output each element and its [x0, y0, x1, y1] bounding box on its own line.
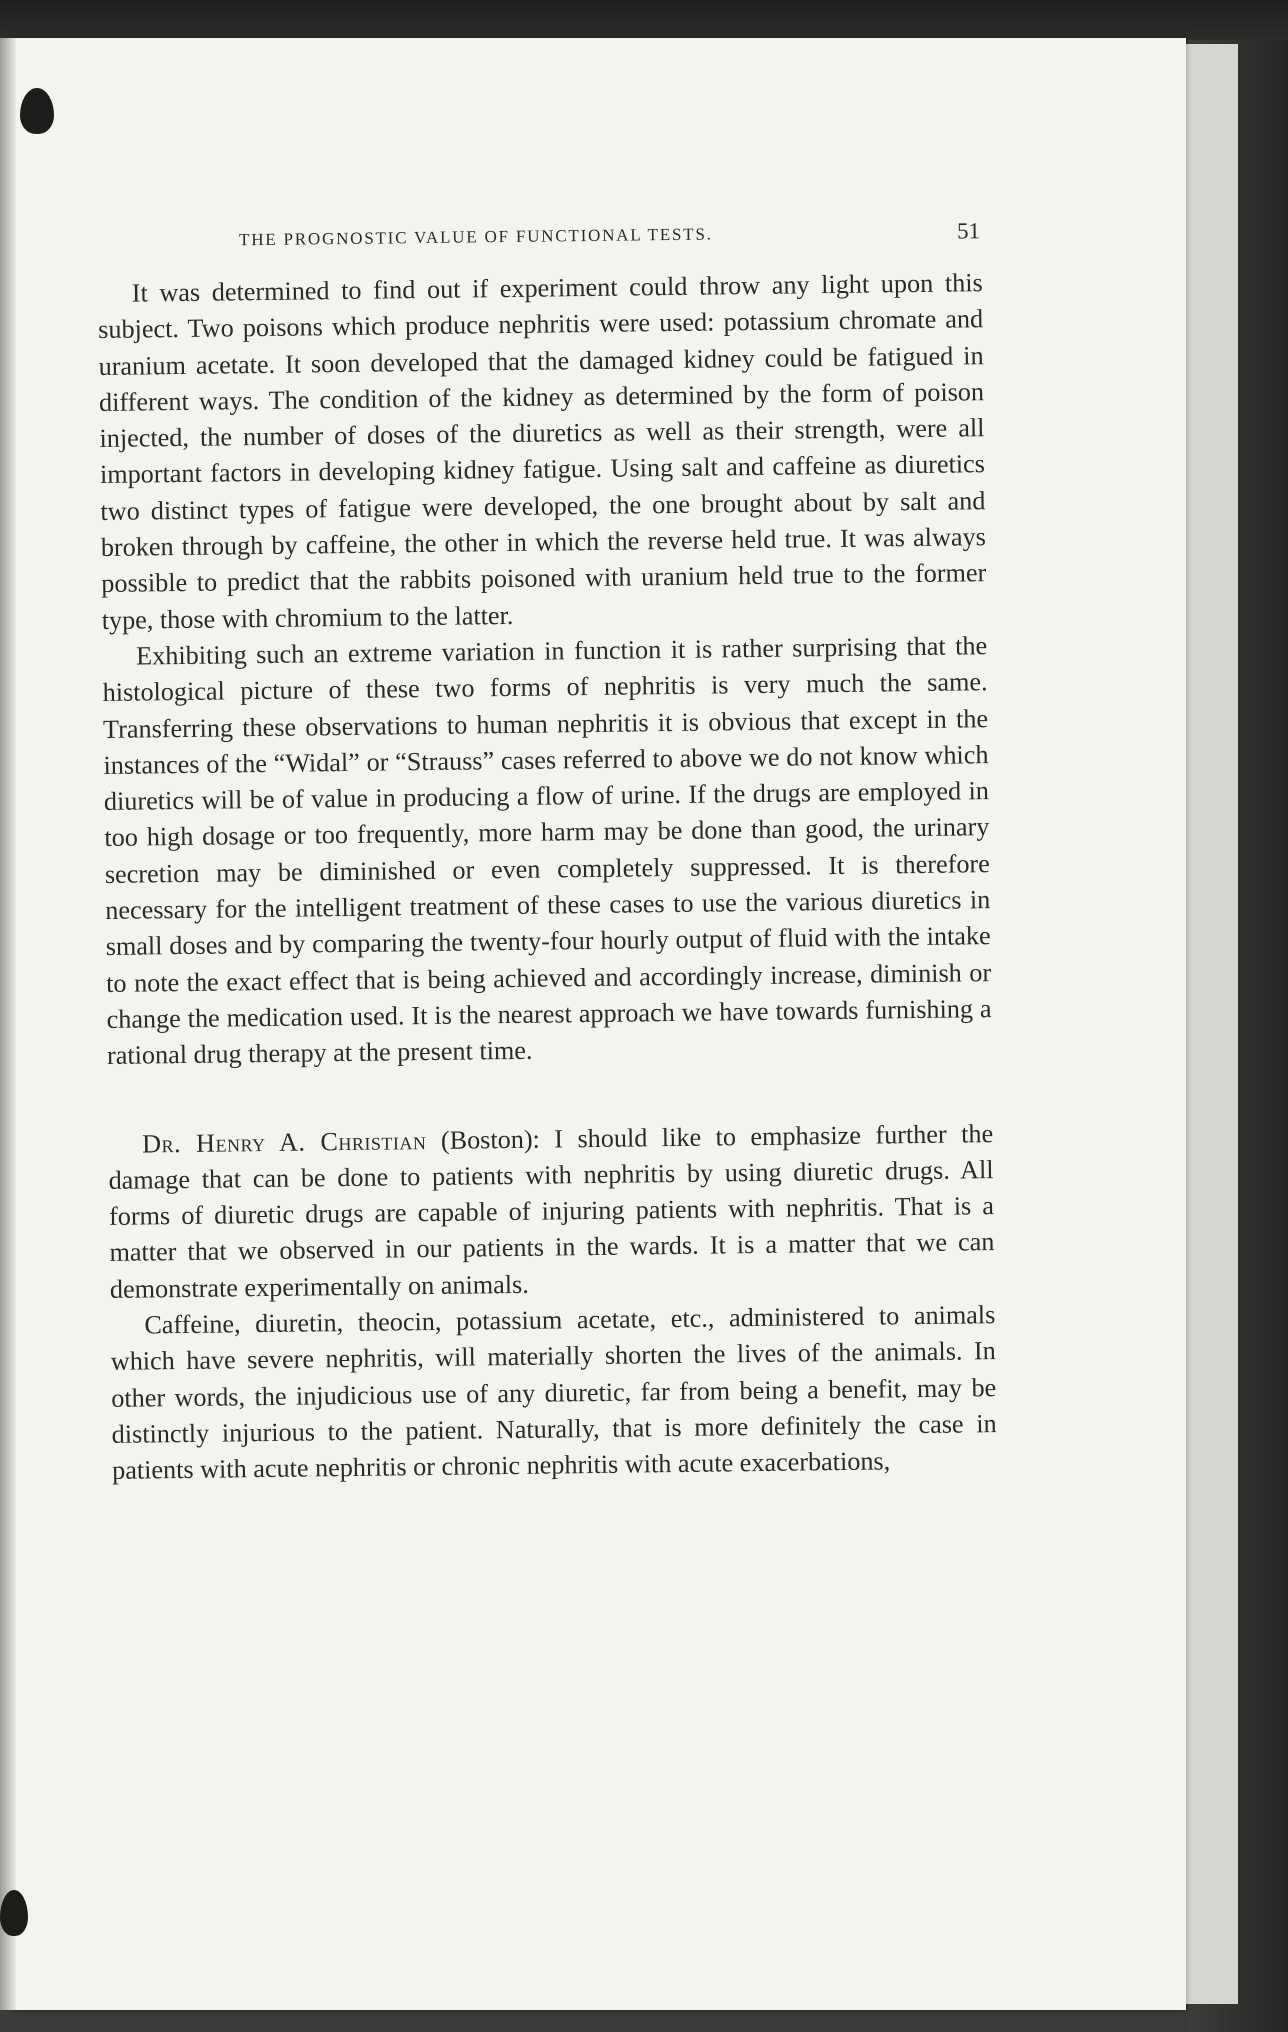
- body-paragraph: Exhibiting such an extreme variation in function it is rather surprising that the histological picture of these two forms of nephritis is very much the same. Transferring these observations to human nephritis it is obvious that except in the instances of the “Widal” or “Strauss” cases referred to above we do not know which diuretics will be of value in producing a flow of urine. If the drugs are employed in too high dosage or too frequently, more harm may be done than good, the urinary secretion may be diminished or even completely suppressed. It is therefore necessary for the intelligent treatment of these cases to use the various diuretics in small doses and by comparing the twenty-four hourly output of fluid with the intake to note the exact effect that is being achieved and accordingly increase, diminish or change the medication used. It is the nearest approach we have towards furnishing a rational drug therapy at the present time.: [102, 631, 992, 1071]
- back-page-edge: [1186, 44, 1238, 2004]
- running-head-title: THE PROGNOSTIC VALUE OF FUNCTIONAL TESTS.: [238, 224, 713, 250]
- discussion-paragraph: [108, 1116, 995, 1308]
- scan-background-top: [0, 0, 1288, 40]
- page-number: 51: [956, 218, 981, 244]
- speaker-name: Dr. Henry A. Christian: [141, 1125, 427, 1159]
- discussion-text: I should like to emphasize further the damage that can be done to patients with nephritis by using diuretic drugs. All forms of diuretic drugs are capable of injuring patients with nephritis. That is a matter that we observed in our patients in the wards. It is a matter that we can demonstrate experimentally on animals.: [108, 1118, 995, 1304]
- discussion-paragraph: Caffeine, diuretin, theocin, potassium acetate, etc., administered to animals which have severe nephritis, will materially shorten the lives of the animals. In other words, the injudicious use of any diuretic, far from being a benefit, may be distinctly injurious to the patient. Naturally, that is more definitely the case in patients with acute nephritis or chronic nephritis with acute exacerbations,: [110, 1300, 997, 1486]
- binding-hole-bottom: [0, 1890, 28, 1936]
- page-text-block: [97, 218, 997, 1489]
- binding-hole-top: [20, 88, 54, 134]
- body-paragraph: It was determined to find out if experiment could throw any light upon this subject. Two poisons which produce nephritis were used: potassium chromate and uranium acetate. It soon developed that the damaged kidney could be fatigued in different ways. The condition of the kidney as determined by the form of poison injected, the number of doses of the diuretics as well as their strength, were all important factors in developing kidney fatigue. Using salt and caffeine as diuretics two distinct types of fatigue were developed, the one brought about by salt and broken through by caffeine, the other in which the reverse held true. It was always possible to predict that the rabbits poisoned with uranium held true to the former type, those with chromium to the latter.: [98, 268, 987, 635]
- speaker-location: (Boston):: [440, 1124, 541, 1155]
- gutter-shadow: [0, 38, 16, 2010]
